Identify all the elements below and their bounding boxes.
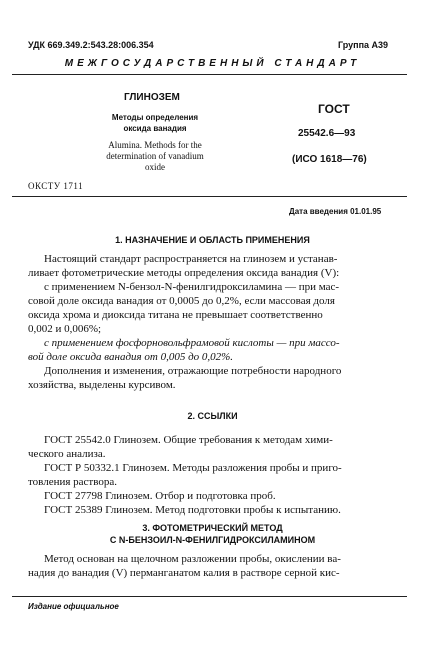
section2-heading: 2. ССЫЛКИ <box>187 411 238 421</box>
section1-italic-line: вой доле оксида ванадия от 0,005 до 0,02%. <box>28 351 234 363</box>
footer-divider <box>12 596 407 597</box>
section1-line: с применением N-бензол-N-фенилгидроксиламина — при мас- <box>44 281 340 293</box>
section1-heading: 1. НАЗНАЧЕНИЕ И ОБЛАСТЬ ПРИМЕНЕНИЯ <box>115 235 310 245</box>
section3-line: Метод основан на щелочном разложении пробы, окислении ва- <box>44 553 341 565</box>
date-introduced: Дата введения 01.01.95 <box>289 207 382 216</box>
section1-line: 0,002 и 0,006%; <box>28 323 102 335</box>
section3-line: надия до ванадия (V) перманганатом калия в растворе серной кис- <box>28 567 340 579</box>
reference-line: ГОСТ 27798 Глинозем. Отбор и подготовка проб. <box>44 490 276 502</box>
okstu-code: ОКСТУ 1711 <box>28 181 84 191</box>
title-en-line: oxide <box>145 162 165 172</box>
title-ru-sub-line: Методы определения <box>111 113 199 122</box>
reference-line: ГОСТ Р 50332.1 Глинозем. Методы разложения пробы и приго- <box>44 462 342 474</box>
title-ru-main: ГЛИНОЗЕМ <box>124 92 180 103</box>
section2-body <box>28 433 400 517</box>
section1-body <box>28 252 400 392</box>
gost-label: ГОСТ <box>318 102 350 116</box>
standard-type: МЕЖГОСУДАРСТВЕННЫЙ СТАНДАРТ <box>64 58 361 69</box>
reference-line: ГОСТ 25542.0 Глинозем. Общие требования к методам хими- <box>44 434 333 446</box>
reference-line: ГОСТ 25389 Глинозем. Метод подготовки пробы к испытанию. <box>44 504 341 516</box>
reference-line: ческого анализа. <box>28 448 106 460</box>
section1-line: Настоящий стандарт распространяется на глинозем и устанав- <box>44 253 338 265</box>
section1-line: ливает фотометрические методы определения оксида ванадия (V): <box>28 267 340 279</box>
gost-number: 25542.6—93 <box>298 128 356 139</box>
section1-line: совой доле оксида ванадия от 0,0005 до 0,2%, если массовая доля <box>28 295 335 307</box>
udc-code: УДК 669.349.2:543.28:006.354 <box>28 40 154 50</box>
reference-line: товления раствора. <box>28 476 117 488</box>
title-en-line: Alumina. Methods for the <box>108 140 202 150</box>
title-en-line: determination of vanadium <box>106 151 204 161</box>
iso-number: (ИСО 1618—76) <box>292 154 367 165</box>
section3-body <box>28 552 400 580</box>
section1-line: Дополнения и изменения, отражающие потребности народного <box>44 365 342 377</box>
header-divider <box>12 74 407 75</box>
title-en <box>90 140 220 173</box>
section1-line: хозяйства, выделены курсивом. <box>28 379 176 391</box>
title-ru-subtitle <box>90 112 220 134</box>
title-ru-sub-line: оксида ванадия <box>123 124 187 133</box>
section1-italic-line: с применением фосфорновольфрамовой кислоты — при массо- <box>44 337 340 349</box>
section3-heading <box>0 522 425 546</box>
section3-heading-line: 3. ФОТОМЕТРИЧЕСКИЙ МЕТОД <box>142 523 283 533</box>
edition-note: Издание официальное <box>28 602 119 611</box>
title-divider <box>12 196 407 197</box>
group-code: Группа А39 <box>338 40 389 50</box>
section1-line: оксида хрома и диоксида титана не превышает соответственно <box>28 309 323 321</box>
section3-heading-line: С N-БЕНЗОИЛ-N-ФЕНИЛГИДРОКСИЛАМИНОМ <box>109 535 316 545</box>
